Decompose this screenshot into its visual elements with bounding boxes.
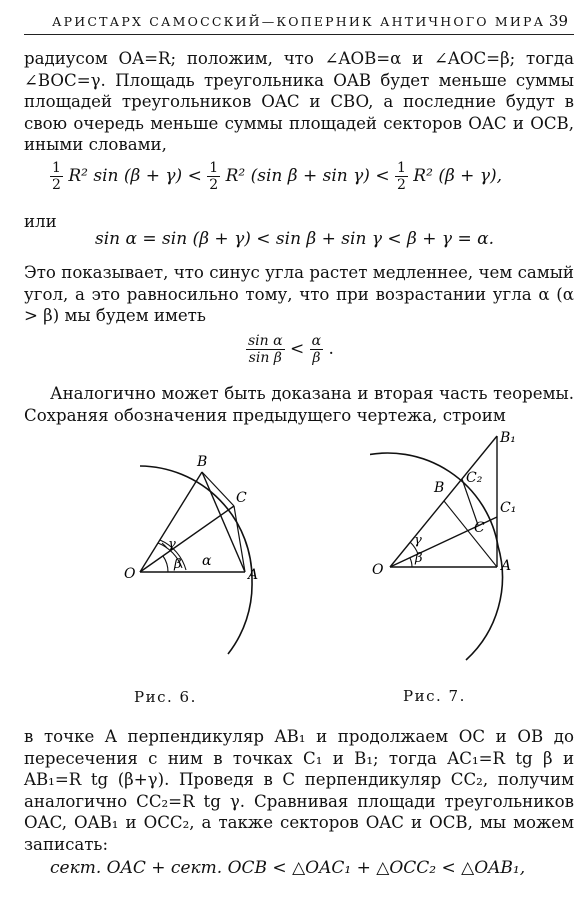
frac-num: 1 bbox=[52, 160, 61, 176]
page-number: 39 bbox=[548, 12, 568, 30]
fig6-label-beta: β bbox=[174, 557, 182, 572]
fraction-angle-ratio bbox=[310, 333, 323, 366]
fig6-label-alpha: α bbox=[202, 553, 212, 569]
frac-num: 1 bbox=[396, 160, 406, 176]
fig7-label-O: O bbox=[372, 562, 384, 578]
fig6-label-A: A bbox=[248, 567, 259, 583]
figure-7-diagram bbox=[370, 428, 530, 678]
fig7-label-C: C bbox=[474, 520, 485, 536]
frac-den: 2 bbox=[209, 177, 219, 193]
figure-6-caption: Рис. 6. bbox=[134, 688, 197, 706]
fraction-half-1 bbox=[50, 160, 63, 193]
fig6-label-O: O bbox=[124, 566, 136, 582]
fig6-angle-beta-arc bbox=[163, 556, 168, 572]
fraction-sin-ratio bbox=[246, 333, 285, 366]
formula1-part-right: R² (β + γ), bbox=[413, 166, 503, 186]
paragraph-1: радиусом OA=R; положим, что ∠AOB=α и ∠AOC=β; тогда ∠BOC=γ. Площадь треугольника OAB будет меньше суммы площадей треугольников OAC и CBO, а последние будут в свою очередь меньше суммы площадей секторов OAC и OCB, иными словами, bbox=[24, 49, 574, 154]
word-ili: или bbox=[24, 212, 57, 231]
formula1-part-left: R² sin (β + γ) < bbox=[68, 166, 202, 186]
running-title: АРИСТАРХ САМОССКИЙ—КОПЕРНИК АНТИЧНОГО МИРА bbox=[52, 14, 546, 29]
fig7-label-C1: C₁ bbox=[500, 500, 517, 516]
frac-den: sin β bbox=[248, 350, 282, 366]
frac-den: 2 bbox=[52, 177, 61, 193]
formula-sector-triangle-inequality: сект. OAC + сект. OCB < △OAC₁ + △OCC₂ < △OAB₁, bbox=[50, 858, 526, 878]
fig6-line-OC bbox=[140, 506, 234, 572]
figure-7-caption: Рис. 7. bbox=[403, 687, 466, 705]
fig7-label-beta: β bbox=[415, 551, 423, 566]
formula-ratio bbox=[246, 333, 334, 366]
fig6-label-C: C bbox=[236, 490, 247, 506]
figure-6-diagram bbox=[108, 434, 278, 674]
paragraph-2: Это показывает, что синус угла растет медленнее, чем самый угол, а это равносильно тому, что при возрастании угла α (α > β) мы будем иметь bbox=[24, 263, 574, 325]
running-header bbox=[44, 8, 574, 34]
formula3-period: . bbox=[328, 339, 334, 359]
formula3-less-than: < bbox=[290, 339, 305, 359]
fig6-label-gamma: γ bbox=[168, 537, 176, 552]
fig7-label-gamma: γ bbox=[414, 533, 422, 548]
frac-den: 2 bbox=[396, 177, 406, 193]
fig7-chord-BA bbox=[444, 501, 497, 567]
frac-den: β bbox=[312, 350, 321, 366]
header-rule bbox=[24, 34, 574, 35]
formula-sine-inequality: sin α = sin (β + γ) < sin β + sin γ < β + γ = α. bbox=[95, 229, 495, 249]
formula1-part-mid: R² (sin β + sin γ) < bbox=[225, 166, 390, 186]
frac-num: 1 bbox=[209, 160, 219, 176]
paragraph-3: Аналогично может быть доказана и вторая часть теоремы. Сохраняя обозначения предыдущего чертежа, строим bbox=[24, 384, 574, 425]
fraction-half-3 bbox=[395, 160, 408, 193]
fig7-label-B1: B₁ bbox=[500, 430, 516, 446]
fig7-label-A: A bbox=[501, 558, 512, 574]
frac-num: sin α bbox=[248, 333, 283, 349]
fig7-angle-beta-arc bbox=[410, 558, 412, 567]
fig7-label-B: B bbox=[434, 480, 445, 496]
frac-num: α bbox=[311, 333, 322, 349]
fig6-line-OB bbox=[140, 472, 202, 572]
paragraph-4: в точке A перпендикуляр AB₁ и продолжаем OC и OB до пересечения с ним в точках C₁ и B₁; тогда AC₁=R tg β и AB₁=R tg (β+γ). Проведя в C перпендикуляр CC₂, получим аналогично CC₂=R tg γ. Сравнивая площади треугольников OAC, OAB₁ и OCC₂, а также секторов OAC и OCB, мы можем записать: bbox=[24, 727, 574, 854]
fraction-half-2 bbox=[207, 160, 220, 193]
fig6-chord-CA bbox=[234, 506, 245, 572]
fig7-label-C2: C₂ bbox=[466, 470, 483, 486]
fig6-label-B: B bbox=[197, 454, 208, 470]
formula-inequality-areas bbox=[50, 160, 502, 193]
